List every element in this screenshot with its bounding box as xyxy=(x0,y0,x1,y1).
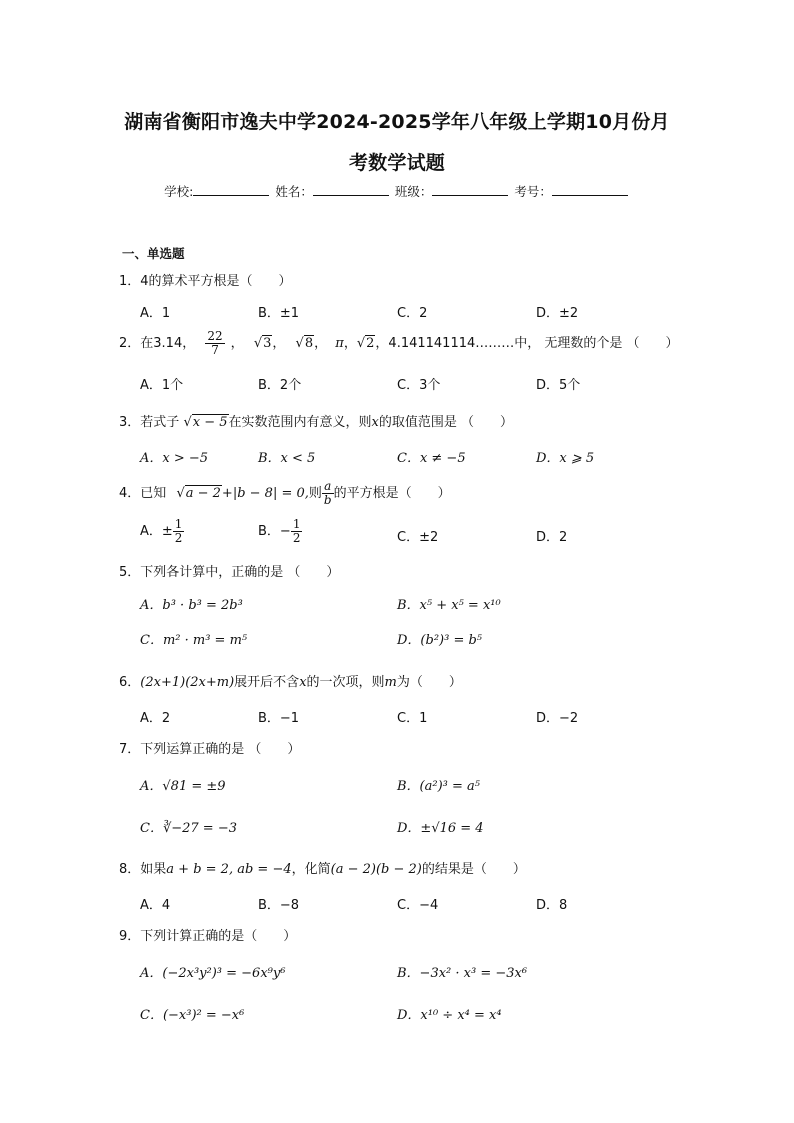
q4-option-d[interactable]: D．2 xyxy=(536,530,568,545)
q9-option-c[interactable]: C．(−x³)² = −x⁶ xyxy=(140,1008,245,1023)
class-label: 班级： xyxy=(394,184,433,199)
comma: ， xyxy=(343,336,357,351)
question-4 xyxy=(119,480,451,507)
question-7 xyxy=(119,738,300,757)
q1-option-b[interactable]: B．±1 xyxy=(258,306,300,321)
name-label: 姓名： xyxy=(275,184,313,199)
variable-m: m xyxy=(384,675,397,690)
question-text: 下列各计算中，正确的是 （ ） xyxy=(140,565,340,580)
q5-option-d[interactable]: D．(b²)³ = b⁵ xyxy=(397,633,483,648)
question-text: 的取值范围是 （ ） xyxy=(378,415,513,430)
q2-option-b[interactable]: B．2个 xyxy=(258,378,302,393)
q4-option-a[interactable] xyxy=(140,518,184,545)
q3-option-c[interactable]: C．x ≠ −5 xyxy=(397,451,466,466)
variable-x: x xyxy=(299,675,307,690)
q9-option-b[interactable]: B．−3x² · x³ = −3x⁶ xyxy=(397,966,528,981)
question-text: 如果 xyxy=(140,862,167,877)
q6-option-b[interactable]: B．−1 xyxy=(258,711,300,726)
q5-option-b[interactable]: B．x⁵ + x⁵ = x¹⁰ xyxy=(397,598,501,613)
question-number: 6． xyxy=(119,675,141,690)
denominator: 2 xyxy=(174,531,183,545)
radicand: x − 5 xyxy=(192,415,228,430)
sqrt-3: √3 xyxy=(253,336,272,351)
question-1 xyxy=(119,270,292,289)
question-text: 的结果是（ ） xyxy=(421,862,526,877)
denominator: 7 xyxy=(211,343,219,357)
comma: ， xyxy=(272,336,286,351)
q1-option-c[interactable]: C．2 xyxy=(397,306,428,321)
question-text: 下列计算正确的是（ ） xyxy=(140,929,297,944)
variable-x: x xyxy=(371,415,379,430)
expression: (2x+1)(2x+m) xyxy=(140,675,235,690)
absolute-expression: +|b − 8| = 0, xyxy=(221,486,309,501)
question-number: 7． xyxy=(119,742,141,757)
q4-option-c[interactable]: C．±2 xyxy=(397,530,439,545)
q7-option-d[interactable]: D．±√16 = 4 xyxy=(397,821,484,836)
q3-option-a[interactable]: A．x > −5 xyxy=(140,451,209,466)
school-label: 学校: xyxy=(164,184,194,199)
exam-title-line2: 考数学试题 xyxy=(348,152,445,174)
pi-symbol: π xyxy=(335,336,344,351)
question-number: 5． xyxy=(119,565,141,580)
q4-option-b[interactable] xyxy=(258,518,302,545)
fraction xyxy=(291,518,303,545)
expression: a + b = 2, ab = −4 xyxy=(166,862,292,877)
fraction xyxy=(205,330,224,357)
q5-option-a[interactable]: A．b³ · b³ = 2b³ xyxy=(140,598,243,613)
numerator: 1 xyxy=(174,517,183,531)
q8-option-b[interactable]: B．−8 xyxy=(258,898,300,913)
q2-option-d[interactable]: D．5个 xyxy=(536,378,581,393)
numerator: a xyxy=(322,480,334,494)
question-text: 为（ ） xyxy=(396,675,462,690)
question-2 xyxy=(119,330,679,357)
q8-option-a[interactable]: A．4 xyxy=(140,898,171,913)
q6-option-a[interactable]: A．2 xyxy=(140,711,171,726)
q5-option-c[interactable]: C．m² · m³ = m⁵ xyxy=(140,633,248,648)
expression: (a − 2)(b − 2) xyxy=(330,862,422,877)
q2-option-c[interactable]: C．3个 xyxy=(397,378,441,393)
section-heading: 一、单选题 xyxy=(122,246,185,261)
exam-number-blank[interactable] xyxy=(552,184,628,196)
denominator: 2 xyxy=(292,531,301,545)
numerator: 1 xyxy=(292,517,301,531)
sqrt-expression: √x − 5 xyxy=(183,415,228,430)
question-text: 若式子 xyxy=(140,415,180,430)
exam-title-line1: 湖南省衡阳市逸夫中学2024-2025学年八年级上学期10月份月 xyxy=(124,111,670,133)
question-6 xyxy=(119,671,462,690)
q8-option-d[interactable]: D．8 xyxy=(536,898,568,913)
question-text: 展开后不含 xyxy=(234,675,300,690)
q2-option-a[interactable]: A．1个 xyxy=(140,378,184,393)
question-text: 在3.14， xyxy=(140,336,196,351)
numerator: 22 xyxy=(207,329,223,343)
radicand: 3 xyxy=(263,336,272,351)
class-blank[interactable] xyxy=(432,184,508,196)
q7-option-c[interactable]: C．∛−27 = −3 xyxy=(140,821,237,836)
comma: ， xyxy=(230,336,244,351)
q7-option-a[interactable]: A．√81 = ±9 xyxy=(140,779,226,794)
student-info-row xyxy=(0,182,794,200)
q3-option-b[interactable]: B．x < 5 xyxy=(258,451,316,466)
comma: ， xyxy=(314,336,328,351)
name-blank[interactable] xyxy=(313,184,389,196)
sqrt-2: √2 xyxy=(356,336,375,351)
question-number: 4． xyxy=(119,486,141,501)
question-number: 3． xyxy=(119,415,141,430)
radicand: 2 xyxy=(366,336,375,351)
fraction xyxy=(173,518,185,545)
q9-option-d[interactable]: D．x¹⁰ ÷ x⁴ = x⁴ xyxy=(397,1008,502,1023)
q1-option-d[interactable]: D．±2 xyxy=(536,306,579,321)
question-number: 8． xyxy=(119,862,141,877)
q1-option-a[interactable]: A．1 xyxy=(140,306,171,321)
question-text: 下列运算正确的是 （ ） xyxy=(140,742,301,757)
question-number: 9． xyxy=(119,929,141,944)
q8-option-c[interactable]: C．−4 xyxy=(397,898,439,913)
question-9 xyxy=(119,925,296,944)
question-number: 1． xyxy=(119,274,141,289)
q3-option-d[interactable]: D．x ⩾ 5 xyxy=(536,451,595,466)
question-text: 已知 xyxy=(140,486,167,501)
question-text: 4的算术平方根是（ ） xyxy=(140,274,292,289)
radicand: a − 2 xyxy=(185,486,221,501)
sqrt-8: √8 xyxy=(295,336,314,351)
question-text: 在实数范围内有意义，则 xyxy=(228,415,372,430)
denominator: b xyxy=(323,493,332,507)
q7-option-b[interactable]: B．(a²)³ = a⁵ xyxy=(397,779,480,794)
exam-number-label: 考号： xyxy=(514,184,552,199)
question-text: 则 xyxy=(308,486,322,501)
radicand: 8 xyxy=(304,336,314,351)
q6-option-c[interactable]: C．1 xyxy=(397,711,428,726)
question-8 xyxy=(119,858,526,877)
q9-option-a[interactable]: A．(−2x³y²)³ = −6x⁹y⁶ xyxy=(140,966,286,981)
option-text: B．− xyxy=(258,524,291,539)
question-5 xyxy=(119,561,339,580)
question-number: 2． xyxy=(119,336,141,351)
question-3 xyxy=(119,411,513,430)
sqrt-expression: √a − 2 xyxy=(176,486,221,501)
option-text: A．± xyxy=(140,524,173,539)
fraction xyxy=(322,480,334,507)
question-text: ，化简 xyxy=(291,862,331,877)
q6-option-d[interactable]: D．−2 xyxy=(536,711,579,726)
question-text: 的一次项，则 xyxy=(306,675,385,690)
question-text: 的平方根是（ ） xyxy=(333,486,451,501)
school-blank[interactable] xyxy=(193,184,269,196)
question-text: ，4.141141114………中， 无理数的个是 （ ） xyxy=(375,336,679,351)
